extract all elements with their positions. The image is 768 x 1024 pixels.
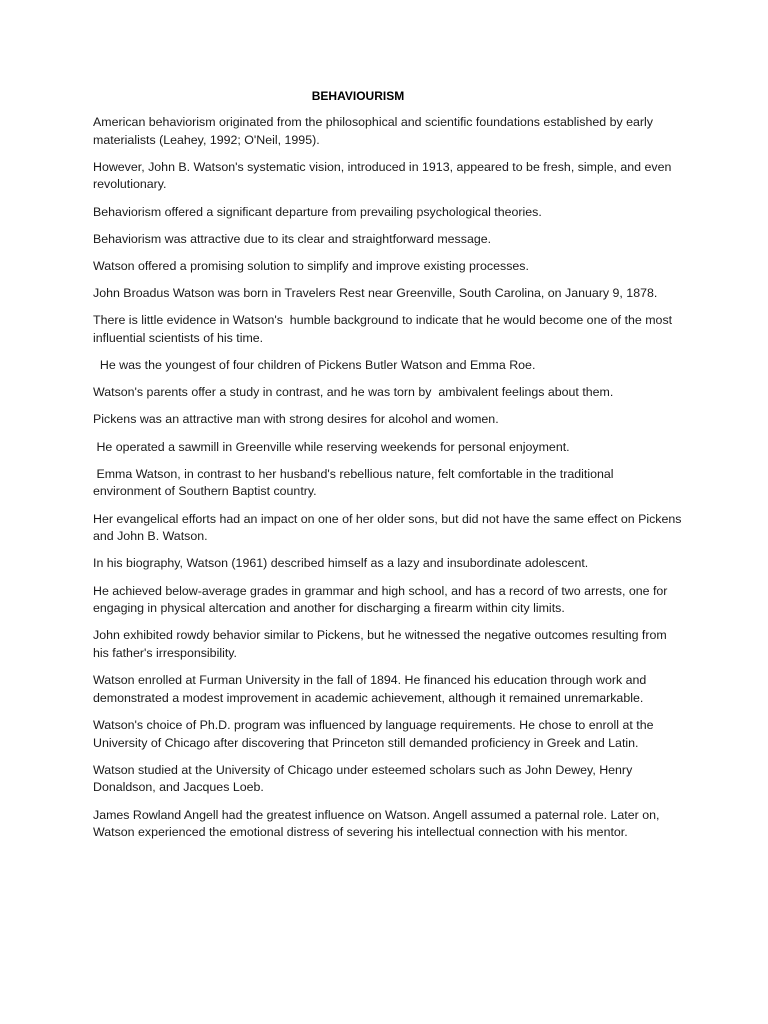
paragraph: Behaviorism offered a significant departure from prevailing psychological theories. — [93, 204, 542, 219]
paragraph: Watson's choice of Ph.D. program was influenced by language requirements. He chose to enroll at the University of Chicago after discovering that Princeton still demanded proficiency in Greek and Latin. — [93, 717, 657, 750]
paragraph: He achieved below-average grades in grammar and high school, and has a record of two arrests, one for engaging in physical altercation and another for discharging a firearm within city limits. — [93, 583, 671, 616]
document-body — [93, 114, 683, 851]
paragraph: Watson enrolled at Furman University in the fall of 1894. He financed his education through work and demonstrated a modest improvement in academic achievement, although it remained unremarkable. — [93, 673, 650, 705]
paragraph: In his biography, Watson (1961) described himself as a lazy and insubordinate adolescent. — [93, 556, 589, 571]
paragraph: Behaviorism was attractive due to its clear and straightforward message. — [93, 231, 492, 246]
paragraph: Emma Watson, in contrast to her husband's rebellious nature, felt comfortable in the traditional environment of Southern Baptist country. — [93, 466, 617, 499]
paragraph: Watson's parents offer a study in contrast, and he was torn by ambivalent feelings about them. — [93, 385, 614, 400]
paragraph: There is little evidence in Watson's humble background to indicate that he would become one of the most influential scientists of his time. — [93, 313, 676, 345]
paragraph: American behaviorism originated from the philosophical and scientific foundations established by early materialists (Leahey, 1992; O'Neil, 1995). — [93, 115, 657, 147]
paragraph: He operated a sawmill in Greenville while reserving weekends for personal enjoyment. — [93, 439, 570, 454]
paragraph: John Broadus Watson was born in Travelers Rest near Greenville, South Carolina, on January 9, 1878. — [93, 286, 658, 301]
paragraph: Watson studied at the University of Chicago under esteemed scholars such as John Dewey, Henry Donaldson, and Jacques Loeb. — [93, 762, 636, 795]
paragraph: However, John B. Watson's systematic vision, introduced in 1913, appeared to be fresh, simple, and even revolutionary. — [93, 159, 675, 192]
paragraph: He was the youngest of four children of Pickens Butler Watson and Emma Roe. — [93, 358, 536, 373]
paragraph: James Rowland Angell had the greatest influence on Watson. Angell assumed a paternal role. Later on, Watson experienced the emotional distress of severing his intellectual connection with his mentor. — [93, 807, 663, 840]
paragraph: Pickens was an attractive man with strong desires for alcohol and women. — [93, 412, 499, 427]
document-title: BEHAVIOURISM — [311, 89, 405, 103]
paragraph: Her evangelical efforts had an impact on one of her older sons, but did not have the same effect on Pickens and John B. Watson. — [93, 511, 685, 544]
paragraph: John exhibited rowdy behavior similar to Pickens, but he witnessed the negative outcomes resulting from his father's irresponsibility. — [93, 628, 671, 660]
paragraph: Watson offered a promising solution to simplify and improve existing processes. — [93, 258, 529, 273]
